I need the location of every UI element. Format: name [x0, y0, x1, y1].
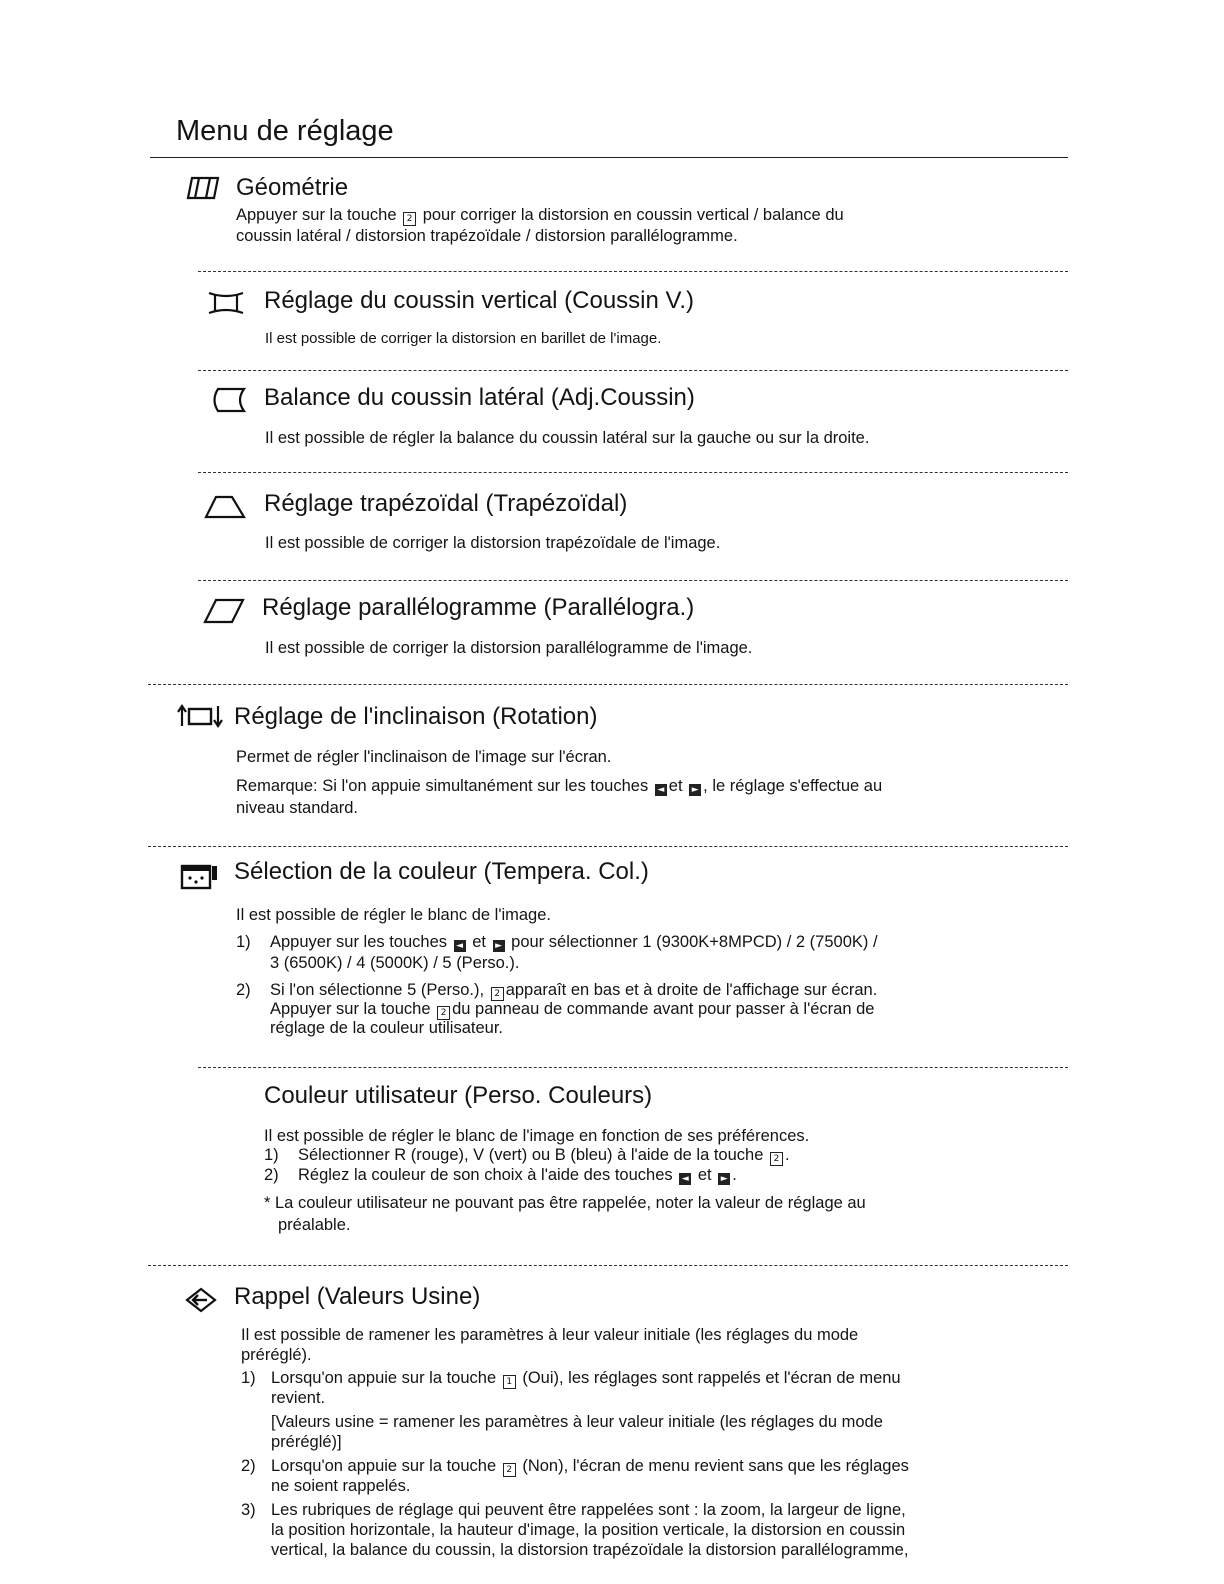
right-arrow-key-icon: ► [493, 940, 505, 952]
key-2-icon: 2 [770, 1152, 783, 1166]
key-1-icon: 1 [503, 1375, 516, 1389]
key-2-icon: 2 [437, 1006, 450, 1020]
divider [198, 271, 1068, 272]
recall-heading: Rappel (Valeurs Usine) [234, 1283, 481, 1310]
recall-intro-line1: Il est possible de ramener les paramètres à leur valeur initiale (les réglages du mode [241, 1326, 859, 1344]
divider [198, 1067, 1068, 1068]
right-arrow-key-icon: ► [689, 784, 701, 796]
divider [198, 580, 1068, 581]
user-color-note-line1: * La couleur utilisateur ne pouvant pas être rappelée, noter la valeur de réglage au [264, 1194, 866, 1212]
left-arrow-key-icon: ◄ [655, 784, 667, 796]
user-color-note-line2: préalable. [278, 1216, 351, 1234]
parallelogram-desc: Il est possible de corriger la distorsion parallélogramme de l'image. [265, 639, 753, 657]
geometry-icon [186, 176, 220, 200]
left-arrow-key-icon: ◄ [454, 940, 466, 952]
user-color-heading: Couleur utilisateur (Perso. Couleurs) [264, 1082, 653, 1109]
divider [198, 370, 1068, 371]
rotation-icon [176, 704, 226, 728]
page-title: Menu de réglage [176, 115, 394, 147]
trapezoid-heading: Réglage trapézoïdal (Trapézoïdal) [264, 490, 628, 517]
parallelogram-icon [202, 597, 246, 625]
right-arrow-key-icon: ► [718, 1173, 730, 1185]
color-intro: Il est possible de régler le blanc de l'image. [236, 906, 551, 924]
color-heading: Sélection de la couleur (Tempera. Col.) [234, 858, 649, 885]
geometry-desc-line2: coussin latéral / distorsion trapézoïdale / distorsion parallélogramme. [236, 227, 738, 245]
divider [148, 1265, 1068, 1266]
recall-icon [185, 1286, 219, 1314]
rotation-note-line1: Remarque: Si l'on appuie simultanément sur les touches ◄ et ► , le réglage s'effectue au [236, 777, 883, 795]
title-rule [150, 157, 1068, 158]
pin-balance-desc: Il est possible de régler la balance du coussin latéral sur la gauche ou sur la droite. [265, 429, 870, 447]
pincushion-heading: Réglage du coussin vertical (Coussin V.) [264, 287, 694, 314]
rotation-note-line2: niveau standard. [236, 799, 359, 817]
recall-intro-line2: préréglé). [241, 1346, 312, 1364]
color-temperature-icon [180, 862, 220, 890]
pin-balance-heading: Balance du coussin latéral (Adj.Coussin) [264, 384, 695, 411]
trapezoid-icon [204, 494, 246, 520]
trapezoid-desc: Il est possible de corriger la distorsion trapézoïdale de l'image. [265, 534, 721, 552]
key-2-icon: 2 [503, 1463, 516, 1477]
manual-page: Menu de réglage Géométrie Appuyer sur la touche 2 pour corriger la distorsion en coussin vertical / balance du coussin latéral / distorsion trapézoïdale / distorsion parallélogramme. Réglage du coussin vertical (Coussin V.) Il est possible de corriger la distorsion en barillet de l'image. Balance du coussin latéral (Adj.Coussin) Il est possible de régler la balance du coussin latéral sur la gauche ou sur la droite. Réglage trapézoïdal (Trapézoïdal) Il est possible de corriger la distorsion trapézoïdale de l'image. Réglage parallélogramme (Parallélogra.) Il est possible de corriger la distorsion parallélogramme de l'image. Réglage de l'inclinaison (Rotation) Permet de régler l'inclinaison de l'image sur l'écran. Remarque: Si l'on appuie simultanément sur les touches ◄ et ► , le réglage s'effectue au niveau standard. Sélection de la couleur (Tempera. Col.) Il est possible de régler le blanc de l'image. 1) Appuyer sur les touches ◄ et ► pour sélectionner 1 (9300K+8MPCD) / 2 (7500K) / 3 (6500K) / 4 (5000K) / 5 (Perso.). 2) Si l'on sélectionne 5 (Perso.), 2 apparaît en bas et à droite de l'affichage sur écran. Appuyer sur la touche 2 du panneau de commande avant pour passer à l'écran de réglage de la couleur utilisateur. Couleur utilisateur (Perso. Couleurs) Il est possible de régler le blanc de l'image en fonction de ses préférences. 1) Sélectionner R (rouge), V (vert) ou B (bleu) à l'aide de la touche 2 . 2) Réglez la couleur de son choix à l'aide des touches ◄ et ► . * La couleur utilisateur ne pouvant pas être rappelée, noter la valeur de réglage au préalable. Rappel (Valeurs Usine) Il est possible de ramener les paramètres à leur valeur initiale (les réglages du mode préréglé). 1) Lorsqu'on appuie sur la touche 1 (Oui), les réglages sont rappelés et l'écran de menu revient. [Valeurs usine = ramener les paramètres à leur valeur initiale (les réglages du mode préréglé)] 2) Lorsqu'on appuie sur la touche 2 (Non), l'écran de menu revient sans que les réglages ne soient rappelés. 3) Les rubriques de réglage qui peuvent être rappelées sont : la zoom, la largeur de ligne, la position horizontale, la hauteur d'image, la position verticale, la distorsion en coussin vertical, la balance du coussin, la distorsion trapézoïdale la distorsion parallélogramme, [0, 0, 1224, 1584]
divider [148, 684, 1068, 685]
key-2-icon: 2 [403, 212, 416, 226]
left-arrow-key-icon: ◄ [679, 1173, 691, 1185]
parallelogram-heading: Réglage parallélogramme (Parallélogra.) [262, 594, 695, 621]
divider [148, 846, 1068, 847]
geometry-desc-line1: Appuyer sur la touche 2 pour corriger la distorsion en coussin vertical / balance du [236, 206, 844, 224]
user-color-intro: Il est possible de régler le blanc de l'image en fonction de ses préférences. [264, 1127, 810, 1145]
key-2-icon: 2 [491, 987, 504, 1001]
geometry-heading: Géométrie [236, 174, 349, 201]
rotation-desc: Permet de régler l'inclinaison de l'image sur l'écran. [236, 748, 612, 766]
pin-balance-icon [208, 386, 248, 414]
divider [198, 472, 1068, 473]
rotation-heading: Réglage de l'inclinaison (Rotation) [234, 703, 598, 730]
pincushion-icon [206, 290, 246, 316]
pincushion-desc: Il est possible de corriger la distorsion en barillet de l'image. [265, 330, 662, 347]
